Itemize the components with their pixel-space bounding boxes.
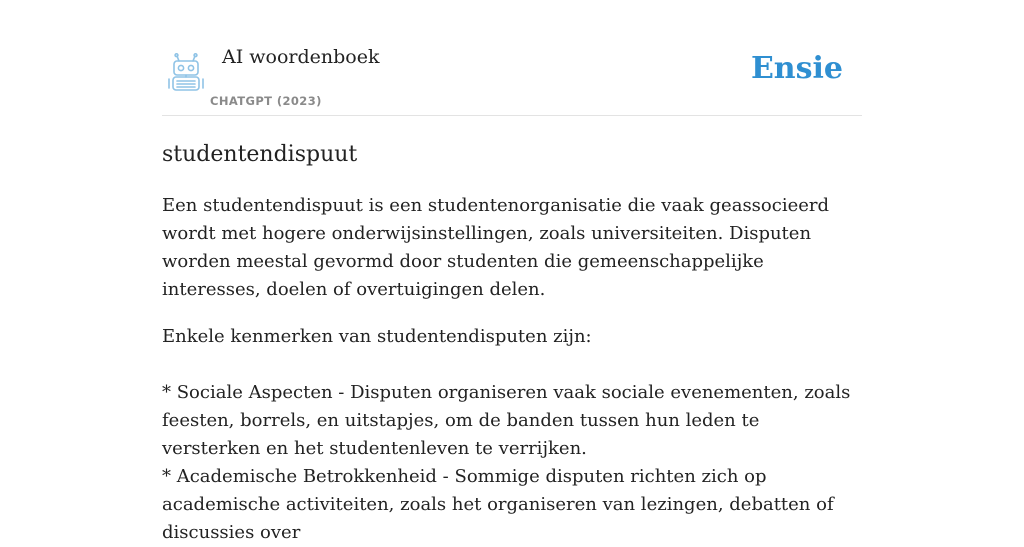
characteristics-list xyxy=(162,379,862,547)
dictionary-source: CHATGPT (2023) xyxy=(210,94,322,108)
brand-logo[interactable]: Ensie xyxy=(750,51,843,86)
entry-content xyxy=(162,138,862,547)
dictionary-header xyxy=(162,40,862,116)
entry-term: studentendispuut xyxy=(162,142,358,167)
list-spacer xyxy=(162,351,862,379)
robot-icon xyxy=(166,52,206,92)
definition-paragraph: Een studentendispuut is een studentenorganisatie die vaak geassocieerd wordt met hogere onderwijsinstellingen, zoals universiteiten. Disputen worden meestal gevormd door studenten die gemeenschappelijke interesses, doelen of overtuigingen delen. xyxy=(162,195,830,300)
dictionary-title[interactable]: AI woordenboek xyxy=(222,46,380,68)
list-item: * Academische Betrokkenheid - Sommige disputen richten zich op academische activiteiten, zoals het organiseren van lezingen, debatten of discussies over xyxy=(162,466,834,543)
characteristics-intro: Enkele kenmerken van studentendisputen zijn: xyxy=(162,326,592,347)
list-item: * Sociale Aspecten - Disputen organiseren vaak sociale evenementen, zoals feesten, borrels, en uitstapjes, om de banden tussen hun leden te versterken en het studentenleven te verrijken. xyxy=(162,382,851,459)
